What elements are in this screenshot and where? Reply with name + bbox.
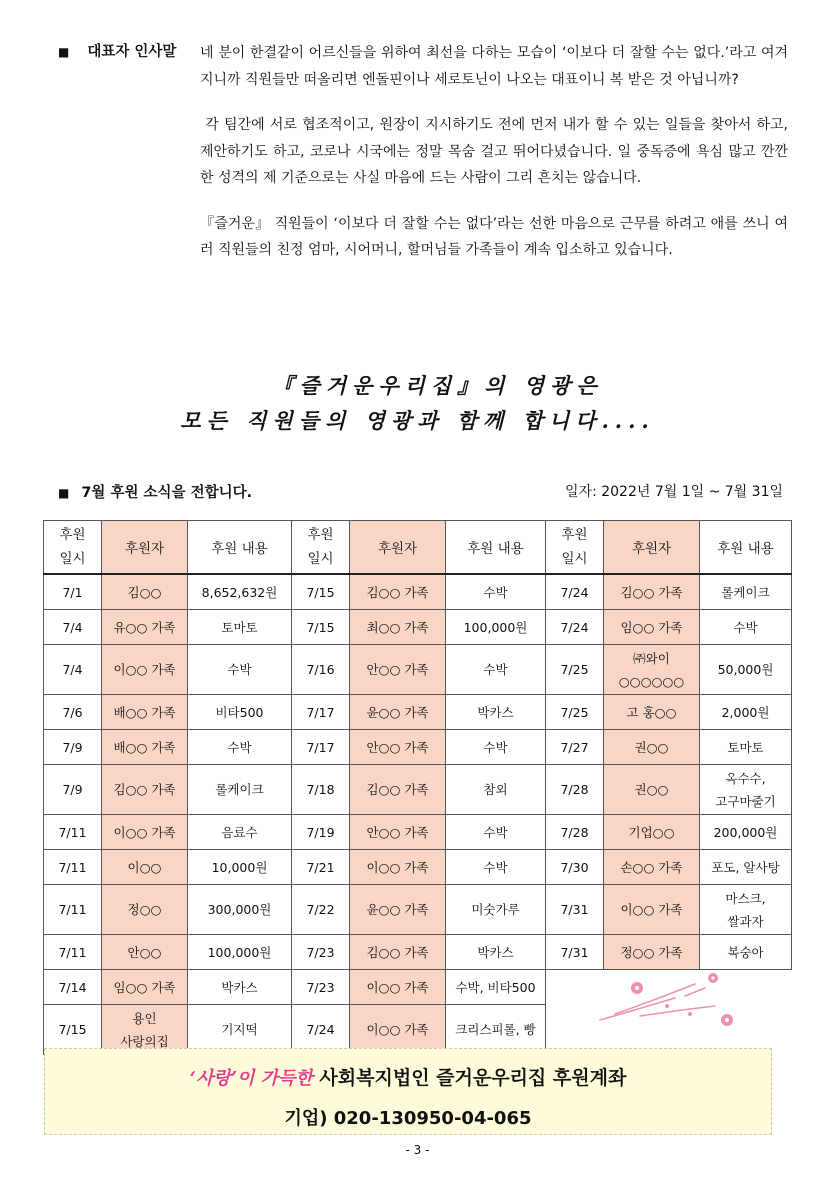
donation-account-banner	[44, 1048, 772, 1135]
content-cell: 50,000원	[700, 645, 792, 695]
donor-cell: 이○○ 가족	[102, 645, 188, 695]
content-cell: 비타500	[188, 695, 292, 730]
table-row	[44, 574, 792, 610]
table-row	[44, 610, 792, 645]
content-cell: 수박	[188, 645, 292, 695]
donor-cell: 용인 사랑의집	[102, 1005, 188, 1055]
greeting-paragraph: 네 분이 한결같이 어르신들을 위하여 최선을 다하는 모습이 ‘이보다 더 잘할 수는 없다.’라고 여겨지니까 직원들만 떠올리면 엔돌핀이나 세로토닌이 나오는 대표이니 복 받은 것 아닙니까?	[200, 45, 788, 88]
bullet-icon: ■	[58, 486, 70, 500]
date-cell: 7/9	[44, 765, 102, 815]
content-cell: 음료수	[188, 815, 292, 850]
date-range: 일자: 2022년 7월 1일 ~ 7월 31일	[565, 484, 783, 500]
greeting-title: 대표자 인사말	[87, 44, 177, 60]
greeting-paragraph: 각 팀간에 서로 협조적이고, 원장이 지시하기도 전에 먼저 내가 할 수 있는 일들을 찾아서 하고, 제안하기도 하고, 코로나 시국에는 정말 목숨 걸고 뛰어다녔습니다. 일 중독증에 욕심 많고 깐깐한 성격의 제 기준으로는 사실 마음에 드는 사람이 그리 흔치는 않습니다.	[200, 117, 793, 186]
table-row	[44, 815, 792, 850]
content-cell: 미숫가루	[446, 885, 546, 935]
content-cell: 수박, 비타500	[446, 970, 546, 1005]
date-cell: 7/27	[546, 730, 604, 765]
content-cell: 토마토	[700, 730, 792, 765]
donor-cell: 배○○ 가족	[102, 730, 188, 765]
date-cell: 7/19	[292, 815, 350, 850]
donor-cell: 고 홍○○	[604, 695, 700, 730]
date-cell: 7/4	[44, 645, 102, 695]
bullet-icon: ■	[58, 45, 70, 59]
banner-org-text: 사회복지법인 즐거운우리집 후원계좌	[312, 1067, 627, 1089]
content-cell: 수박	[446, 574, 546, 610]
donor-cell: 정○○	[102, 885, 188, 935]
greeting-heading	[58, 40, 176, 61]
content-cell: 토마토	[188, 610, 292, 645]
banner-line-1	[45, 1063, 771, 1090]
table-row	[44, 885, 792, 935]
donor-cell: 이○○ 가족	[350, 1005, 446, 1055]
greeting-body	[200, 40, 793, 283]
table-row	[44, 850, 792, 885]
table-row	[44, 935, 792, 970]
donor-cell: 권○○	[604, 765, 700, 815]
content-cell: 100,000원	[446, 610, 546, 645]
donor-cell: 안○○	[102, 935, 188, 970]
table-row	[44, 645, 792, 695]
donor-cell: 이○○ 가족	[604, 885, 700, 935]
date-cell: 7/6	[44, 695, 102, 730]
date-cell: 7/4	[44, 610, 102, 645]
date-cell: 7/22	[292, 885, 350, 935]
flower-decoration-icon	[595, 970, 745, 1030]
date-cell: 7/15	[292, 574, 350, 610]
content-cell: 수박	[188, 730, 292, 765]
donor-cell: 최○○ 가족	[350, 610, 446, 645]
donor-cell: 윤○○ 가족	[350, 695, 446, 730]
donor-cell: 김○○ 가족	[604, 574, 700, 610]
donor-cell: 윤○○ 가족	[350, 885, 446, 935]
greeting-paragraph: 『즐거운』 직원들이 ‘이보다 더 잘할 수는 없다’라는 선한 마음으로 근무를 하려고 애를 쓰니 여러 직원들의 친정 엄마, 시어머니, 할머님들 가족들이 계속 입소하고 있습니다.	[200, 215, 788, 258]
date-cell: 7/25	[546, 695, 604, 730]
header-content: 후원 내용	[188, 521, 292, 575]
donor-cell: 배○○ 가족	[102, 695, 188, 730]
content-cell: 수박	[700, 610, 792, 645]
header-date: 후원 일시	[44, 521, 102, 575]
donor-cell: 정○○ 가족	[604, 935, 700, 970]
donor-cell: 김○○	[102, 574, 188, 610]
content-cell: 롤케이크	[700, 574, 792, 610]
donor-cell: 김○○ 가족	[350, 935, 446, 970]
date-cell: 7/30	[546, 850, 604, 885]
content-cell: 200,000원	[700, 815, 792, 850]
donor-cell: 안○○ 가족	[350, 815, 446, 850]
content-cell: 마스크, 쌀과자	[700, 885, 792, 935]
date-cell: 7/15	[44, 1005, 102, 1055]
page-number: - 3 -	[405, 1143, 430, 1157]
highlight-line-2: 모든 직원들의 영광과 함께 합니다....	[180, 408, 655, 433]
header-donor: 후원자	[350, 521, 446, 575]
banner-account-number: 기업) 020-130950-04-065	[284, 1108, 532, 1129]
content-cell: 수박	[446, 730, 546, 765]
date-cell: 7/24	[546, 610, 604, 645]
donor-cell: 안○○ 가족	[350, 730, 446, 765]
date-cell: 7/31	[546, 935, 604, 970]
date-cell: 7/11	[44, 935, 102, 970]
content-cell: 300,000원	[188, 885, 292, 935]
table-row	[44, 765, 792, 815]
donor-cell: 손○○ 가족	[604, 850, 700, 885]
content-cell: 박카스	[446, 695, 546, 730]
date-cell: 7/14	[44, 970, 102, 1005]
donor-cell: 권○○	[604, 730, 700, 765]
date-cell: 7/17	[292, 695, 350, 730]
header-content: 후원 내용	[446, 521, 546, 575]
donor-cell: 이○○ 가족	[350, 970, 446, 1005]
header-donor: 후원자	[102, 521, 188, 575]
date-cell: 7/11	[44, 850, 102, 885]
header-content: 후원 내용	[700, 521, 792, 575]
date-cell: 7/28	[546, 765, 604, 815]
donor-cell: 임○○ 가족	[102, 970, 188, 1005]
content-cell: 옥수수, 고구마줄기	[700, 765, 792, 815]
donor-cell: 이○○ 가족	[102, 815, 188, 850]
donation-section-title	[58, 481, 252, 502]
date-cell: 7/9	[44, 730, 102, 765]
date-cell: 7/25	[546, 645, 604, 695]
banner-love-text: ‘사랑’이 가득한	[189, 1068, 313, 1089]
content-cell: 2,000원	[700, 695, 792, 730]
content-cell: 수박	[446, 850, 546, 885]
content-cell: 롤케이크	[188, 765, 292, 815]
date-cell: 7/11	[44, 885, 102, 935]
donor-cell: 김○○ 가족	[350, 765, 446, 815]
table-row	[44, 730, 792, 765]
date-cell: 7/23	[292, 970, 350, 1005]
content-cell: 수박	[446, 815, 546, 850]
donor-cell: ㈜와이 ○○○○○○	[604, 645, 700, 695]
content-cell: 8,652,632원	[188, 574, 292, 610]
date-cell: 7/23	[292, 935, 350, 970]
donor-cell: 임○○ 가족	[604, 610, 700, 645]
content-cell: 참외	[446, 765, 546, 815]
header-donor: 후원자	[604, 521, 700, 575]
table-header-row	[44, 521, 792, 575]
content-cell: 기지떡	[188, 1005, 292, 1055]
header-date: 후원 일시	[292, 521, 350, 575]
date-cell: 7/21	[292, 850, 350, 885]
donor-cell: 김○○ 가족	[350, 574, 446, 610]
date-cell: 7/17	[292, 730, 350, 765]
donor-cell: 유○○ 가족	[102, 610, 188, 645]
date-cell: 7/24	[292, 1005, 350, 1055]
content-cell: 10,000원	[188, 850, 292, 885]
date-cell: 7/1	[44, 574, 102, 610]
donor-cell: 이○○ 가족	[350, 850, 446, 885]
content-cell: 수박	[446, 645, 546, 695]
header-date: 후원 일시	[546, 521, 604, 575]
table-row	[44, 695, 792, 730]
highlight-line-1: 『즐거운우리집』의 영광은	[272, 373, 603, 398]
donor-cell: 이○○	[102, 850, 188, 885]
content-cell: 박카스	[446, 935, 546, 970]
donor-cell: 김○○ 가족	[102, 765, 188, 815]
date-cell: 7/24	[546, 574, 604, 610]
section-title: 7월 후원 소식을 전합니다.	[81, 485, 253, 501]
donor-cell: 안○○ 가족	[350, 645, 446, 695]
content-cell: 복숭아	[700, 935, 792, 970]
content-cell: 박카스	[188, 970, 292, 1005]
date-cell: 7/28	[546, 815, 604, 850]
date-cell: 7/31	[546, 885, 604, 935]
date-cell: 7/11	[44, 815, 102, 850]
content-cell: 포도, 알사탕	[700, 850, 792, 885]
date-cell: 7/16	[292, 645, 350, 695]
content-cell: 크리스피롤, 빵	[446, 1005, 546, 1055]
donor-cell: 기업○○	[604, 815, 700, 850]
date-cell: 7/15	[292, 610, 350, 645]
content-cell: 100,000원	[188, 935, 292, 970]
date-cell: 7/18	[292, 765, 350, 815]
